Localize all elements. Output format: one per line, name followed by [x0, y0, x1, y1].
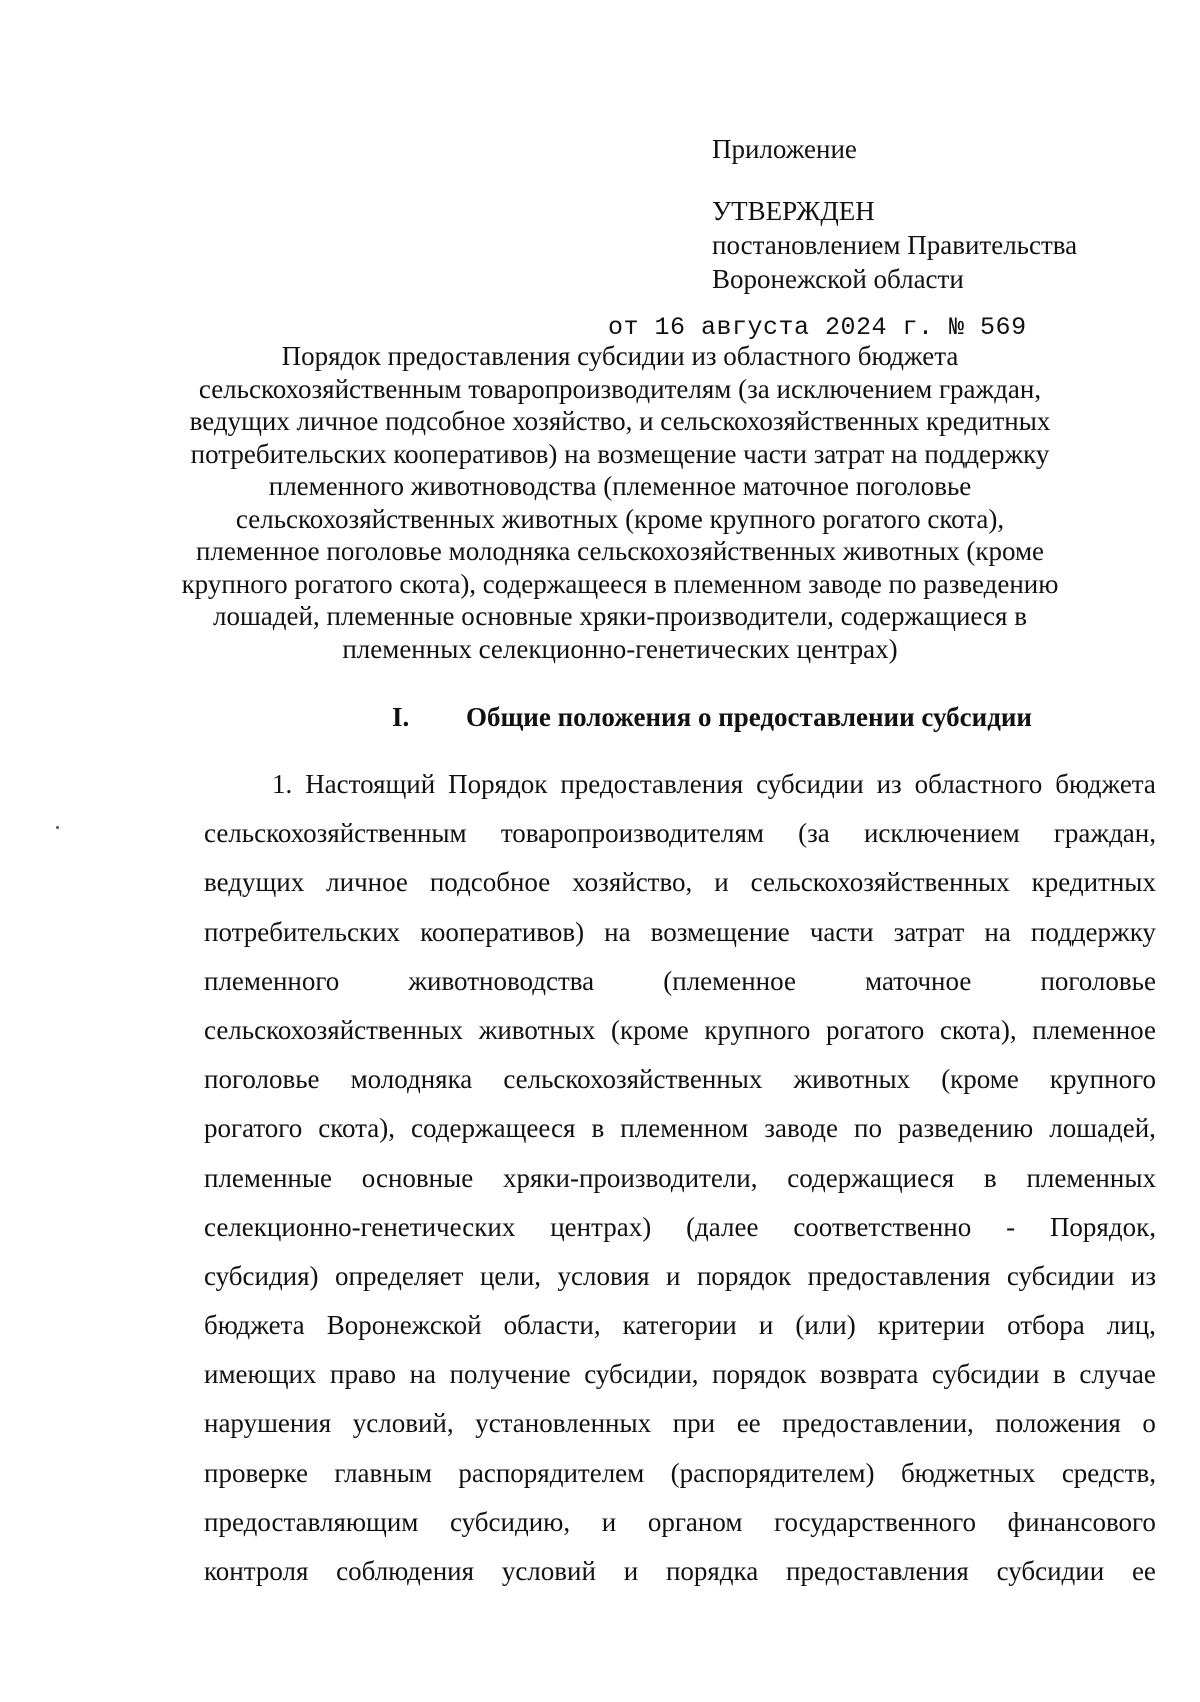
body-word: племенных: [1026, 1162, 1156, 1193]
body-word: предоставления: [560, 769, 744, 799]
body-word: контроля: [204, 1556, 309, 1586]
body-word: субсидии: [931, 1359, 1040, 1390]
body-line: [204, 957, 1156, 1006]
body-word: содержащееся: [411, 1113, 576, 1144]
body-word: условий,: [352, 1408, 454, 1439]
body-word: из: [876, 769, 902, 799]
body-word: субсидию,: [450, 1506, 571, 1537]
body-word: порядок: [696, 1260, 792, 1291]
body-word: области,: [503, 1310, 601, 1341]
body-word: (распорядителем): [670, 1457, 875, 1488]
body-word: скота),: [318, 1113, 395, 1144]
body-word: кредитных: [1031, 867, 1156, 898]
body-word: лошадей,: [1049, 1113, 1156, 1144]
approval-block: [712, 132, 1077, 296]
title-line: потребительских кооперативов) на возмещение части затрат на поддержку: [190, 438, 1050, 469]
body-word: поддержку: [1030, 916, 1156, 947]
body-word: на: [984, 916, 1011, 947]
body-word: ее: [736, 1408, 761, 1439]
body-word: возврата: [819, 1359, 919, 1390]
body-word: при: [672, 1408, 716, 1439]
body-line: [204, 1006, 1156, 1055]
body-word: (кроме: [611, 1014, 689, 1045]
body-word: разведению: [898, 1113, 1034, 1144]
body-word: предоставлении,: [782, 1408, 974, 1439]
body-word: соблюдения: [336, 1556, 475, 1586]
body-word: и: [623, 1556, 639, 1586]
body-word: отбора: [1007, 1310, 1085, 1341]
body-word: критерии: [877, 1310, 985, 1341]
body-word: предоставления: [786, 1556, 969, 1586]
body-word: крупного: [704, 1014, 811, 1045]
body-word: (кроме: [941, 1064, 1019, 1095]
body-line: [204, 1350, 1156, 1399]
body-word: заводе: [764, 1113, 838, 1144]
body-word: 1.: [272, 769, 293, 799]
body-word: животных: [478, 1014, 596, 1045]
body-word: главным: [334, 1457, 432, 1488]
title-line: сельскохозяйственным товаропроизводителям (за исключением граждан,: [198, 373, 1042, 404]
body-line: [204, 1154, 1156, 1203]
body-word: проверке: [204, 1457, 308, 1488]
body-word: племенном: [620, 1113, 749, 1144]
body-line: [204, 1399, 1156, 1448]
body-line: [204, 1547, 1156, 1596]
body-word: Настоящий: [305, 769, 436, 799]
body-word: определяет: [335, 1260, 464, 1291]
body-word: порядок: [712, 1359, 807, 1390]
body-word: сельскохозяйственных: [204, 1014, 464, 1045]
body-word: получение: [449, 1359, 571, 1390]
body-line: [204, 858, 1156, 907]
body-line: [204, 1449, 1156, 1498]
section-number: I.: [392, 702, 410, 732]
body-word: рогатого: [204, 1113, 303, 1144]
body-word: (за: [798, 818, 830, 849]
body-word: и: [714, 867, 729, 898]
body-word: на: [409, 1359, 437, 1390]
body-word: бюджета: [204, 1310, 305, 1341]
body-word: в: [983, 1162, 997, 1193]
body-line: [204, 1301, 1156, 1350]
body-line: [204, 908, 1156, 957]
body-word: племенного: [204, 965, 340, 996]
body-line: [204, 809, 1156, 858]
body-word: в: [591, 1113, 605, 1144]
body-word: положения: [995, 1408, 1121, 1439]
body-word: (племенное: [663, 965, 796, 996]
body-line: [204, 1252, 1156, 1301]
body-word: основные: [361, 1162, 474, 1193]
body-word: предоставляющим: [204, 1506, 419, 1537]
body-word: имеющих: [204, 1359, 317, 1390]
body-word: цели,: [479, 1260, 542, 1291]
body-word: затрат: [893, 916, 965, 947]
body-word: условий: [501, 1556, 596, 1586]
body-word: порядка: [665, 1556, 759, 1586]
body-word: о: [1142, 1408, 1156, 1439]
body-word: субсидия): [204, 1260, 319, 1291]
body-word: селекционно-генетических: [204, 1211, 516, 1242]
appendix-label: Приложение: [712, 134, 857, 164]
body-line: [204, 1055, 1156, 1104]
body-line: [204, 760, 1156, 809]
body-word: субсидии: [996, 1556, 1105, 1586]
title-line: сельскохозяйственных животных (кроме крупного рогатого скота),: [235, 503, 1005, 534]
title-line: лошадей, племенные основные хряки-производители, содержащиеся в: [213, 601, 1027, 631]
body-word: кооперативов): [420, 916, 585, 947]
body-line: [204, 1104, 1156, 1153]
body-word: племенные: [204, 1162, 332, 1193]
body-word: центрах): [550, 1211, 652, 1242]
body-word: средств,: [1061, 1457, 1156, 1488]
body-word: областного: [914, 769, 1043, 799]
body-word: установленных: [475, 1408, 652, 1439]
body-word: товаропроизводителям: [500, 818, 764, 849]
body-word: животных: [793, 1064, 911, 1095]
title-line: племенное поголовье молодняка сельскохозяйственных животных (кроме: [195, 536, 1045, 566]
approved-label: УТВЕРЖДЕН: [712, 196, 875, 226]
body-word: из: [1130, 1260, 1156, 1291]
body-word: хозяйство,: [572, 867, 693, 898]
paragraph-1: [204, 760, 1156, 1596]
body-word: крупного: [1049, 1064, 1156, 1095]
body-word: случае: [1079, 1359, 1156, 1390]
body-word: органом: [647, 1506, 743, 1537]
body-word: личное: [326, 867, 408, 898]
body-word: скота),: [939, 1014, 1017, 1045]
body-word: бюджетных: [900, 1457, 1036, 1488]
body-word: Порядок: [448, 769, 548, 799]
body-word: -: [1006, 1211, 1016, 1242]
body-word: животноводства: [408, 965, 595, 996]
body-word: субсидии: [1006, 1260, 1115, 1291]
body-word: граждан,: [1053, 818, 1156, 849]
body-word: молодняка: [350, 1064, 473, 1095]
body-word: распорядителем: [458, 1457, 645, 1488]
body-word: бюджета: [1055, 769, 1156, 799]
title-line: ведущих личное подсобное хозяйство, и сельскохозяйственных кредитных: [189, 406, 1051, 436]
approved-by-line-2: Воронежской области: [712, 264, 964, 294]
body-word: на: [604, 916, 631, 947]
body-word: содержащиеся: [787, 1162, 955, 1193]
body-word: условия: [557, 1260, 650, 1291]
body-word: субсидии: [756, 769, 864, 799]
body-word: подсобное: [429, 867, 551, 898]
body-word: поголовье: [204, 1064, 320, 1095]
body-word: части: [809, 916, 874, 947]
body-word: субсидии,: [584, 1359, 699, 1390]
title-line: племенного животноводства (племенное маточное поголовье: [268, 471, 972, 501]
body-word: финансового: [1007, 1506, 1156, 1537]
body-word: ее: [1131, 1556, 1156, 1586]
scan-speck: [56, 826, 59, 829]
body-word: хряки-производители,: [503, 1162, 758, 1193]
body-word: потребительских: [204, 916, 401, 947]
body-word: Порядок,: [1049, 1211, 1156, 1242]
body-word: возмещение: [650, 916, 790, 947]
body-word: право: [330, 1359, 397, 1390]
body-word: государственного: [774, 1506, 976, 1537]
body-word: сельскохозяйственных: [750, 867, 1010, 898]
body-word: и: [666, 1260, 681, 1291]
body-word: исключением: [863, 818, 1020, 849]
body-word: нарушения: [204, 1408, 332, 1439]
body-word: сельскохозяйственных: [503, 1064, 763, 1095]
body-line: [204, 1498, 1156, 1547]
body-word: маточное: [865, 965, 972, 996]
body-word: по: [854, 1113, 882, 1144]
body-word: предоставления: [807, 1260, 991, 1291]
title-line: племенных селекционно-генетических центрах): [342, 633, 898, 664]
body-word: категории: [622, 1310, 737, 1341]
body-word: и: [601, 1506, 617, 1537]
approved-by-line-1: постановлением Правительства: [712, 230, 1078, 260]
section-title: Общие положения о предоставлении субсидии: [466, 702, 1032, 732]
body-word: в: [1053, 1359, 1066, 1390]
body-word: ведущих: [204, 867, 305, 898]
body-line: [204, 1203, 1156, 1252]
body-word: и: [758, 1310, 774, 1341]
body-word: соответственно: [793, 1211, 972, 1242]
document-title: [180, 340, 1060, 665]
title-line: крупного рогатого скота), содержащееся в племенном заводе по разведению: [181, 568, 1059, 599]
body-word: (или): [795, 1310, 856, 1341]
body-word: лиц,: [1106, 1310, 1156, 1341]
body-word: рогатого: [826, 1014, 925, 1045]
section-heading: [392, 700, 1032, 734]
body-word: Воронежской: [326, 1310, 482, 1341]
body-word: поголовье: [1040, 965, 1156, 996]
body-word: племенное: [1032, 1014, 1156, 1045]
body-word: сельскохозяйственным: [204, 818, 467, 849]
body-word: (далее: [686, 1211, 759, 1242]
decree-date-number: от 16 августа 2024 г. № 569: [608, 313, 1027, 342]
title-line: Порядок предоставления субсидии из областного бюджета: [281, 341, 959, 371]
